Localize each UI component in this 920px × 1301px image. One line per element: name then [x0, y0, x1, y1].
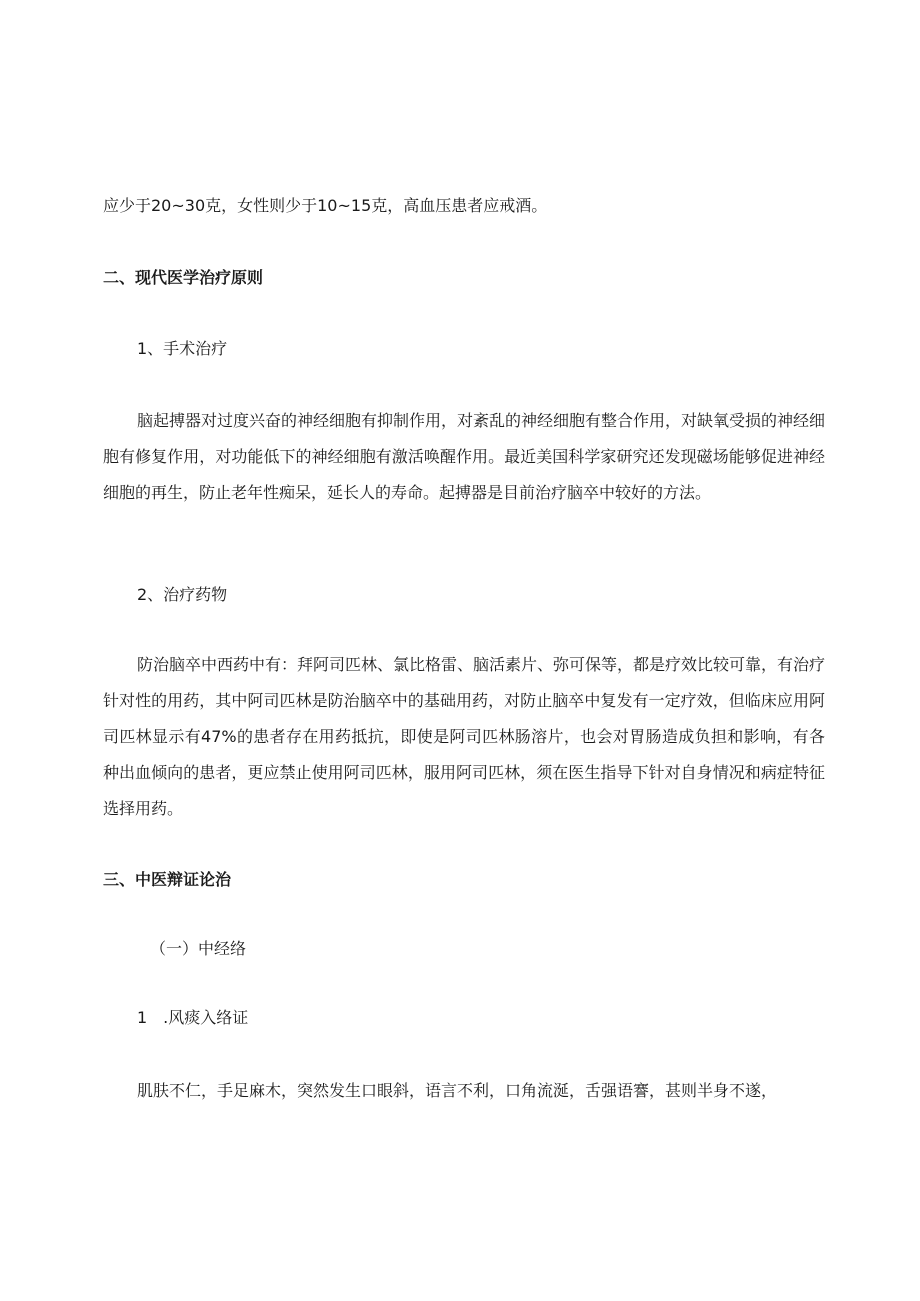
- subsection-meridian: （一）中经络: [150, 939, 247, 958]
- subheading-medication: 2、治疗药物: [137, 585, 228, 604]
- section-heading-modern-treatment: 二、现代医学治疗原则: [103, 268, 264, 287]
- continuation-line: 应少于20~30克，女性则少于10~15克，高血压患者应戒酒。: [103, 196, 548, 215]
- item-text-wind-phlegm: 肌肤不仁，手足麻木，突然发生口眼斜，语言不利，口角流涎，舌强语謇，甚则半身不遂，: [137, 1081, 778, 1100]
- section-heading-tcm: 三、中医辩证论治: [103, 870, 232, 889]
- paragraph-medication: 防治脑卒中西药中有：拜阿司匹林、氯比格雷、脑活素片、弥可保等，都是疗效比较可靠，有治疗针对性的用药，其中阿司匹林是防治脑卒中的基础用药，对防止脑卒中复发有一定疗效，但临床应用阿司匹林显示有47%的患者存在用药抵抗，即使是阿司匹林肠溶片，也会对胃肠造成负担和影响，有各种出血倾向的患者，更应禁止使用阿司匹林，服用阿司匹林，须在医生指导下针对自身情况和病症特征选择用药。: [103, 655, 826, 818]
- item-title-wind-phlegm: 1 .风痰入络证: [137, 1008, 249, 1027]
- paragraph-surgery: 脑起搏器对过度兴奋的神经细胞有抑制作用，对紊乱的神经细胞有整合作用，对缺氧受损的神经细胞有修复作用，对功能低下的神经细胞有激活唤醒作用。最近美国科学家研究还发现磁场能够促进神经细胞的再生，防止老年性痴呆，延长人的寿命。起搏器是目前治疗脑卒中较好的方法。: [103, 411, 826, 502]
- subheading-surgery: 1、手术治疗: [137, 339, 228, 358]
